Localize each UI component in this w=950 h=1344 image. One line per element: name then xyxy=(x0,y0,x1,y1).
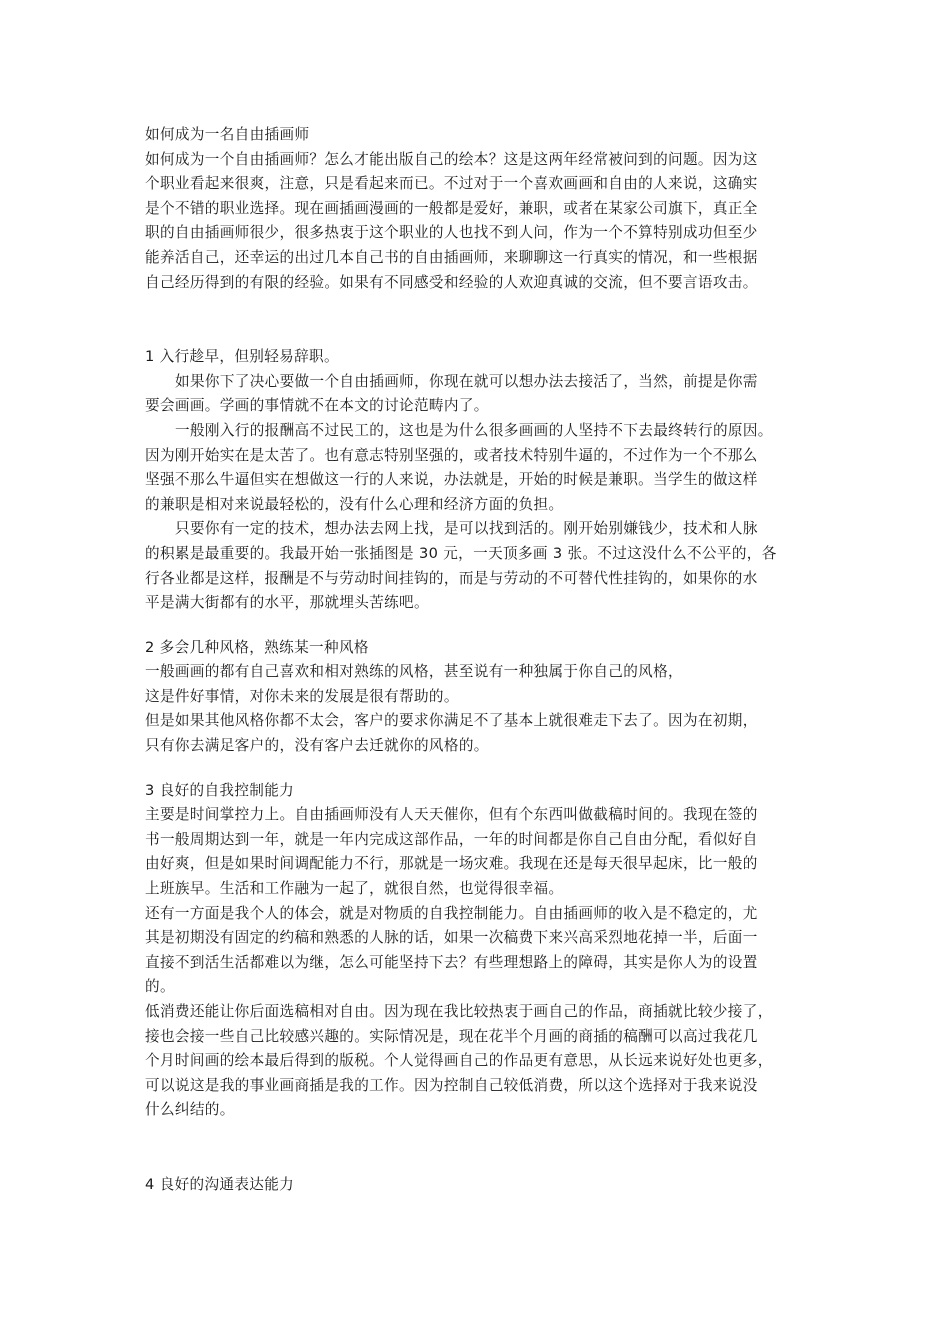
section-heading: 1 入行趁早，但别轻易辞职。 xyxy=(145,348,339,366)
paragraph-line: 其是初期没有固定的约稿和熟悉的人脉的话，如果一次稿费下来兴高采烈地花掉一半，后面一 xyxy=(145,929,758,947)
paragraph-line: 书一般周期达到一年，就是一年内完成这部作品，一年的时间都是你自己自由分配，看似好自 xyxy=(145,830,758,848)
paragraph-line: 但是如果其他风格你都不太会，客户的要求你满足不了基本上就很难走下去了。因为在初期， xyxy=(145,712,758,730)
intro-line: 是个不错的职业选择。现在画插画漫画的一般都是爱好，兼职，或者在某家公司旗下，真正全 xyxy=(145,199,758,217)
paragraph-line: 由好爽，但是如果时间调配能力不行，那就是一场灾难。我现在还是每天很早起床，比一般的 xyxy=(145,855,758,873)
paragraph-line: 行各业都是这样，报酬是不与劳动时间挂钩的，而是与劳动的不可替代性挂钩的，如果你的水 xyxy=(145,569,758,587)
intro-line: 能养活自己，还幸运的出过几本自己书的自由插画师，来聊聊这一行真实的情况，和一些根据 xyxy=(145,248,758,266)
paragraph-line: 的。 xyxy=(145,978,175,996)
paragraph-line: 的兼职是相对来说最轻松的，没有什么心理和经济方面的负担。 xyxy=(145,495,564,513)
section-3 xyxy=(145,779,810,1123)
document-page xyxy=(145,123,810,1198)
paragraph-line: 低消费还能让你后面选稿相对自由。因为现在我比较热衷于画自己的作品，商插就比较少接了， xyxy=(145,1003,773,1020)
document-title: 如何成为一名自由插画师 xyxy=(145,126,310,143)
paragraph-line: 因为刚开始实在是太苦了。也有意志特别坚强的，或者技术特别牛逼的，不过作为一个不那么 xyxy=(145,446,758,464)
paragraph-line: 可以说这是我的事业画商插是我的工作。因为控制自己较低消费，所以这个选择对于我来说没 xyxy=(145,1076,758,1094)
paragraph-line: 直接不到活生活都难以为继，怎么可能坚持下去？有些理想路上的障碍，其实是你人为的设置 xyxy=(145,953,758,971)
intro-paragraph xyxy=(145,148,810,296)
paragraph-line: 这是件好事情，对你未来的发展是很有帮助的。 xyxy=(145,687,459,705)
paragraph-line: 个月时间画的绘本最后得到的版税。个人觉得画自己的作品更有意思，从长远来说好处也更多， xyxy=(145,1052,773,1070)
section-1 xyxy=(145,345,810,616)
intro-line: 职的自由插画师很少，很多热衷于这个职业的人也找不到人问，作为一个不算特别成功但至少 xyxy=(145,224,758,242)
section-2 xyxy=(145,636,810,759)
intro-line: 个职业看起来很爽，注意，只是看起来而已。不过对于一个喜欢画画和自由的人来说，这确实 xyxy=(145,175,758,193)
section-4 xyxy=(145,1173,810,1198)
paragraph-line: 一般画画的都有自己喜欢和相对熟练的风格，甚至说有一种独属于你自己的风格， xyxy=(145,663,683,681)
paragraph-line: 如果你下了决心要做一个自由插画师，你现在就可以想办法去接活了，当然，前提是你需 xyxy=(175,372,758,390)
intro-line: 自己经历得到的有限的经验。如果有不同感受和经验的人欢迎真诚的交流，但不要言语攻击。 xyxy=(145,273,758,291)
paragraph-line: 还有一方面是我个人的体会，就是对物质的自我控制能力。自由插画师的收入是不稳定的，尤 xyxy=(145,904,758,922)
paragraph-line: 接也会接一些自己比较感兴趣的。实际情况是，现在花半个月画的商插的稿酬可以高过我花几 xyxy=(145,1027,758,1045)
paragraph-line: 主要是时间掌控力上。自由插画师没有人天天催你，但有个东西叫做截稿时间的。我现在签的 xyxy=(145,806,758,824)
paragraph-line: 上班族早。生活和工作融为一起了，就很自然，也觉得很幸福。 xyxy=(145,880,564,898)
paragraph-line: 什么纠结的。 xyxy=(145,1101,235,1119)
paragraph-line: 坚强不那么牛逼但实在想做这一行的人来说，办法就是，开始的时候是兼职。当学生的做这样 xyxy=(145,471,758,489)
section-heading: 4 良好的沟通表达能力 xyxy=(145,1175,295,1193)
paragraph-line: 只有你去满足客户的，没有客户去迁就你的风格的。 xyxy=(145,737,489,755)
paragraph-line: 平是满大街都有的水平，那就埋头苦练吧。 xyxy=(145,594,429,612)
section-heading: 3 良好的自我控制能力 xyxy=(145,781,295,799)
paragraph-line: 一般刚入行的报酬高不过民工的，这也是为什么很多画画的人坚持不下去最终转行的原因。 xyxy=(175,421,773,439)
paragraph-line: 的积累是最重要的。我最开始一张插图是 30 元，一天顶多画 3 张。不过这没什么不公平的，各 xyxy=(145,544,777,562)
paragraph-line: 只要你有一定的技术，想办法去网上找，是可以找到活的。刚开始别嫌钱少，技术和人脉 xyxy=(175,520,758,538)
intro-line: 如何成为一个自由插画师？怎么才能出版自己的绘本？这是这两年经常被问到的问题。因为这 xyxy=(145,150,758,168)
section-heading: 2 多会几种风格，熟练某一种风格 xyxy=(145,638,369,656)
paragraph-line: 要会画画。学画的事情就不在本文的讨论范畴内了。 xyxy=(145,397,489,415)
